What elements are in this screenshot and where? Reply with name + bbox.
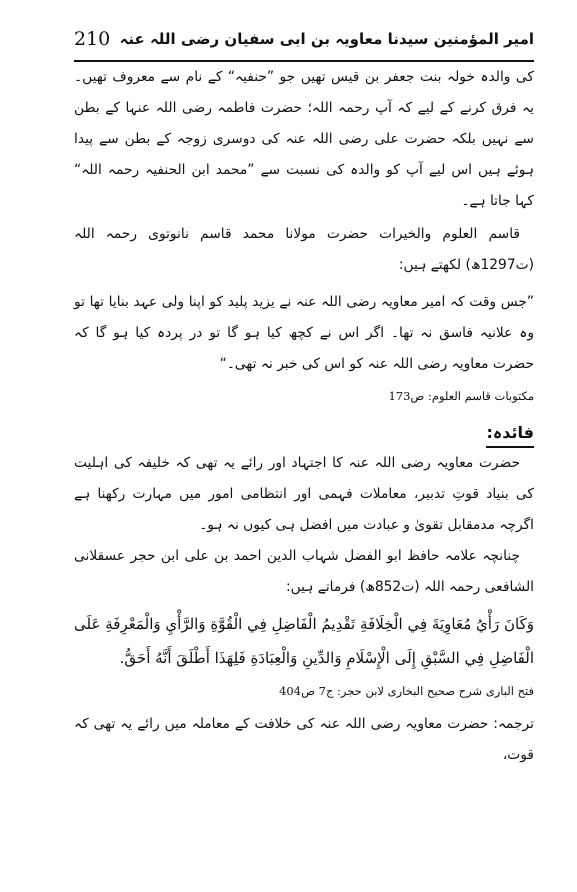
page-number: 210 (74, 28, 111, 50)
running-title: امیر المؤمنین سیدنا معاویہ بن ابی سفیان رضی اللہ عنہ (119, 30, 534, 48)
paragraph-1: کی والدہ خولہ بنت جعفر بن قیس تھیں جو ”حنفیہ“ کے نام سے معروف تھیں۔ یہ فرق کرنے کے لیے کہ آپ رحمہ اللہ؛ حضرت فاطمہ رضی اللہ عنہا کے بطن سے نہیں بلکہ حضرت علی رضی اللہ عنہ کی دوسری زوجہ کے بطن سے پیدا ہوئے ہیں اس لیے آپ کو والدہ کی نسبت سے ”محمد ابن الحنفیہ رحمہ اللہ“ کہا جاتا ہے۔ (74, 69, 534, 209)
paragraph-5: ترجمہ: حضرت معاویہ رضی اللہ عنہ کی خلافت کے معاملہ میں رائے یہ تھی کہ قوت، (74, 716, 534, 763)
reference-1: مکتوبات قاسم العلوم: ص173 (388, 389, 534, 403)
arabic-quotation: وَكَانَ رَأْيُ مُعَاوِيَةَ فِي الْخِلَافَةِ تَقْدِيمُ الْفَاضِلِ فِي الْقُوَّةِ وَالرَّأْيِ وَالْمَعْرِفَةِ عَلَى الْفَاضِلِ فِي السَّبْقِ إِلَى الْإِسْلَامِ وَالدِّينِ وَالْعِبَادَةِ فَلِهَذَا أَطْلَقَ أَنَّهُ أَحَقُّ. (74, 615, 534, 667)
section-heading: فائدہ: (486, 420, 534, 448)
paragraph-4: چنانچہ علامہ حافظ ابو الفضل شہاب الدین احمد بن علی ابن حجر عسقلانی الشافعی رحمہ اللہ (ت852ھ) فرماتے ہیں: (74, 548, 534, 595)
page-body (74, 62, 534, 771)
page-header (74, 26, 534, 62)
quotation-1: ”جس وقت کہ امیر معاویہ رضی اللہ عنہ نے یزید پلید کو اپنا ولی عہد بنایا تھا تو وہ علانیہ فاسق نہ تھا۔ اگر اس نے کچھ کیا ہو گا تو در پردہ کیا ہو گا کہ حضرت معاویہ رضی اللہ عنہ کو اس کی خبر نہ تھی۔“ (74, 294, 534, 372)
reference-2: فتح الباری شرح صحیح البخاری لابن حجر: ج7 ص404 (279, 684, 534, 698)
paragraph-2: قاسم العلوم والخیرات حضرت مولانا محمد قاسم نانوتوی رحمہ اللہ (ت1297ھ) لکھتے ہیں: (74, 226, 534, 273)
paragraph-3: حضرت معاویہ رضی اللہ عنہ کا اجتہاد اور رائے یہ تھی کہ خلیفہ کی اہلیت کی بنیاد قوتِ تدبیر، معاملات فہمی اور انتظامی امور میں مہارت رکھنا ہے اگرچہ مدمقابل تقویٰ و عبادت میں افضل ہی کیوں نہ ہو۔ (74, 455, 534, 533)
